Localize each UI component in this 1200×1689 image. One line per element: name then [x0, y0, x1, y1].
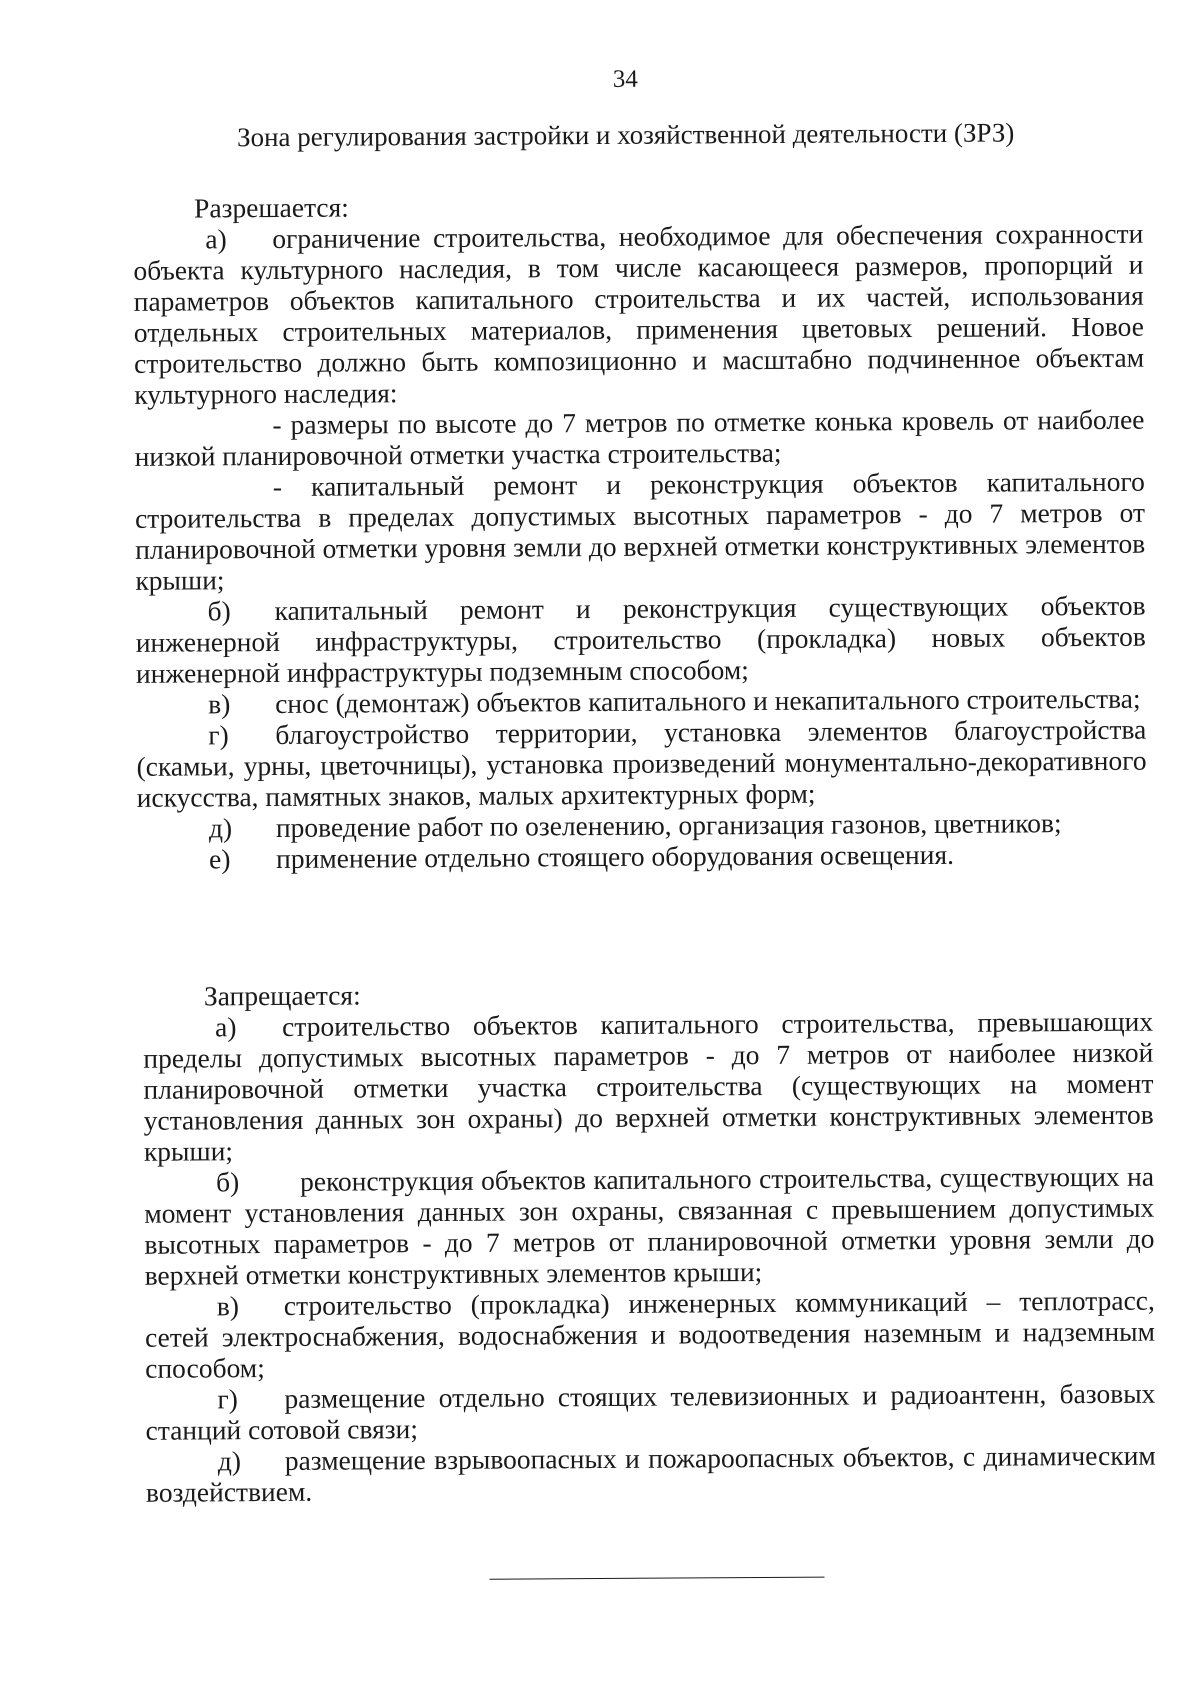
forbidden-heading: Запрещается:: [203, 979, 361, 1012]
forbidden-item-g: [145, 1378, 1155, 1446]
forbidden-item-d: [146, 1440, 1156, 1508]
item-text: ограничение строительства, необходимое для обеспечения сохранности объекта культурного наследия, в том числе касающееся размеров, пропорций и параметров объектов капитального строительства и их частей, использования отдельных строительных материалов, применения цветовых решений. Новое строительство должно быть композиционно и масштабно подчиненное объектам культурного наследия:: [133, 217, 1145, 410]
item-label: в): [208, 688, 231, 720]
allowed-item-e: [137, 838, 1147, 875]
allowed-item-d: [137, 807, 1147, 844]
allowed-subitem-repair: - капитальный ремонт и реконструкция объектов капитального строительства в пределах допустимых высотных параметров - до 7 метров от планировочной отметки уровня земли до верхней отметки конструктивных элементов крыши;: [134, 465, 1146, 596]
forbidden-section: [143, 975, 1156, 1508]
item-text: строительство объектов капитального строительства, превышающих пределы допустимых высотных параметров - до 7 метров от наиболее низкой планировочной отметки участка строительства (существующих на момент установления данных зон охраны) до верхней отметки конструктивных элементов крыши;: [143, 1005, 1154, 1167]
forbidden-item-a: [143, 1006, 1154, 1167]
end-divider-line: [489, 1577, 824, 1580]
item-text: применение отдельно стоящего оборудования освещения.: [275, 838, 955, 874]
item-text: проведение работ по озеленению, организация газонов, цветников;: [275, 807, 1062, 843]
allowed-item-g: [136, 714, 1147, 813]
item-text: снос (демонтаж) объектов капитального и некапитального строительства;: [275, 682, 1141, 719]
page-title: Зона регулирования застройки и хозяйственной деятельности (ЗРЗ): [236, 117, 1015, 153]
forbidden-item-v: [145, 1285, 1156, 1384]
item-label: д): [208, 812, 233, 844]
item-label: б): [207, 595, 231, 627]
allowed-section: [133, 187, 1147, 875]
item-text: строительство (прокладка) инженерных коммуникаций – теплотрасс, сетей электроснабжения, водоснабжения и водоотведения наземным и надземным способом;: [144, 1284, 1156, 1384]
item-label: г): [208, 719, 229, 751]
item-text: реконструкция объектов капитального строительства, существующих на момент установления данных зон охраны, связанная с превышением допустимых высотных параметров - до 7 метров от планировочной отметки уровня земли до верхней отметки конструктивных элементов крыши;: [144, 1160, 1155, 1291]
item-text: размещение отдельно стоящих телевизионных и радиоантенн, базовых станций сотовой связи;: [145, 1377, 1156, 1446]
item-label: е): [209, 843, 231, 875]
allowed-item-a: [133, 218, 1144, 410]
item-label: а): [205, 223, 227, 255]
page-number: 34: [612, 65, 638, 93]
allowed-subitem-height: - размеры по высоте до 7 метров по отметке конька кровель от наиболее низкой планировочной отметки участка строительства;: [134, 403, 1145, 472]
item-label: в): [216, 1290, 240, 1322]
item-label: а): [215, 1011, 237, 1043]
allowed-heading: Разрешается:: [194, 191, 349, 224]
allowed-item-b: [135, 590, 1146, 689]
item-text: размещение взрывоопасных и пожароопасных объектов, с динамическим воздействием.: [145, 1439, 1156, 1508]
item-text: благоустройство территории, установка элементов благоустройства (скамьи, урны, цветочницы), установка произведений монументально-декоративного искусства, памятных знаков, малых архитектурных форм;: [136, 713, 1147, 813]
item-text: капитальный ремонт и реконструкция существующих объектов инженерной инфраструктуры, строительство (прокладка) новых объектов инженерной инфраструктуры подземным способом;: [135, 589, 1146, 689]
item-label: д): [217, 1445, 242, 1477]
item-label: б): [215, 1166, 240, 1198]
forbidden-item-b: [144, 1161, 1155, 1291]
item-label: г): [217, 1383, 238, 1415]
